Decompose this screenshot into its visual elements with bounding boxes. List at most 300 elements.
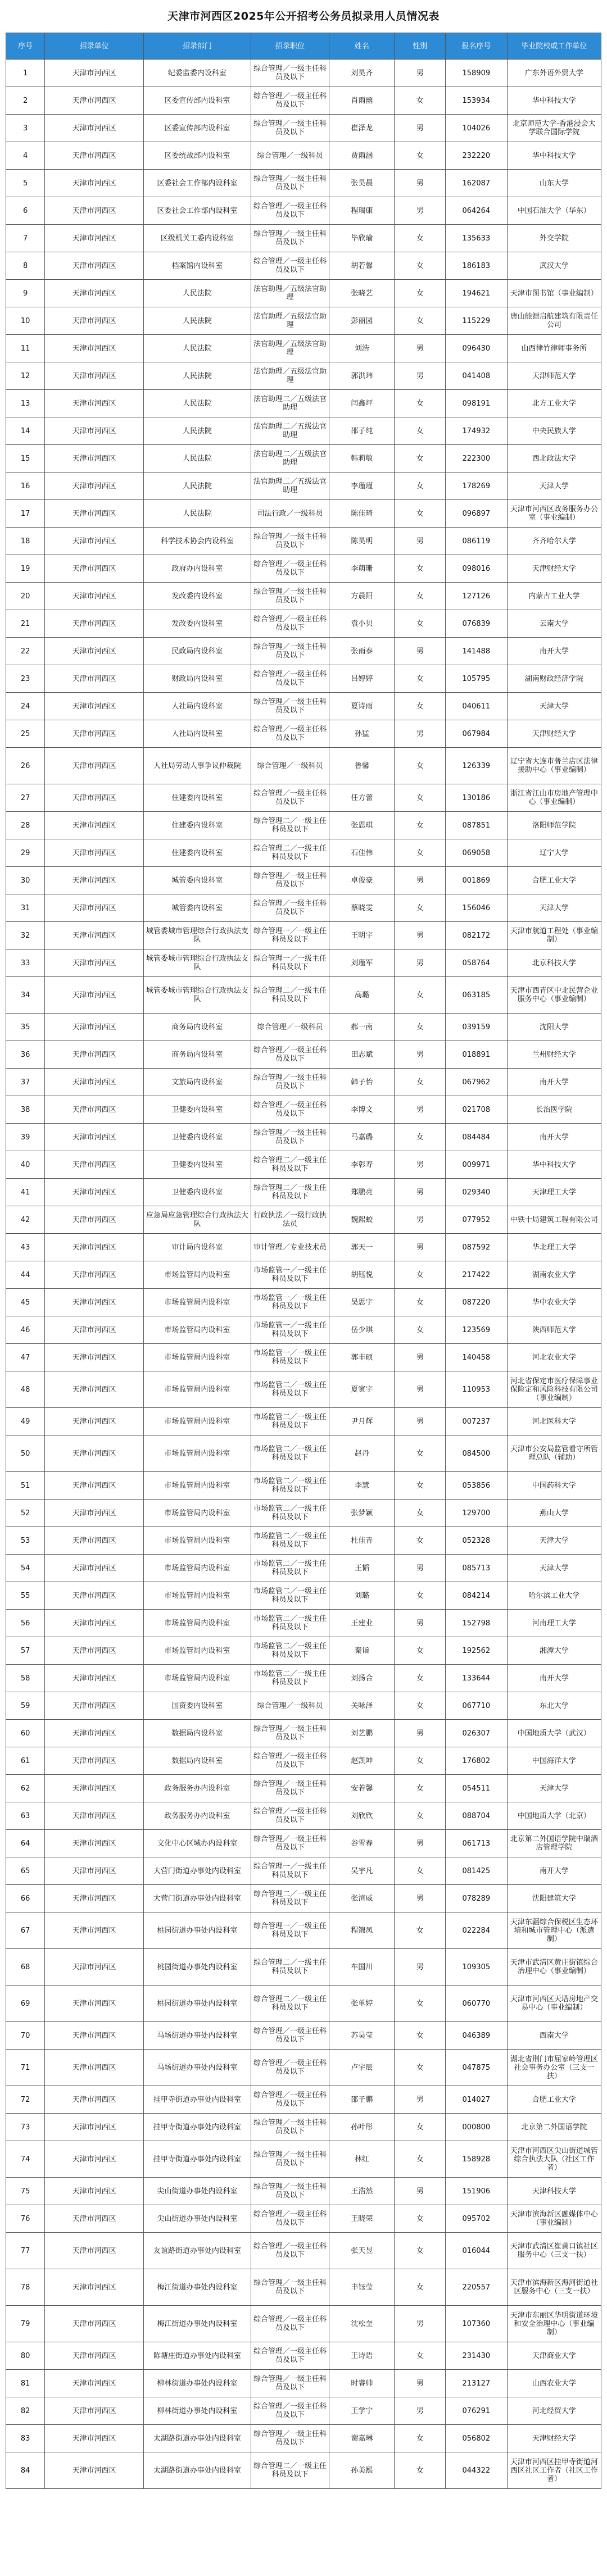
cell-position: 市场监管二／一级主任科员及以下 [251,1435,329,1472]
table-row [6,390,601,417]
cell-exam-number: 007237 [445,1408,507,1435]
table-row [6,280,601,307]
table-row [6,1747,601,1775]
table-row [6,610,601,638]
cell-unit: 天津市河西区 [45,1500,144,1527]
cell-name: 赵丹 [329,1435,395,1472]
column-header-department: 招录部门 [144,33,251,60]
cell-index: 75 [6,2178,45,2205]
cell-gender: 男 [395,2086,446,2114]
cell-gender: 女 [395,1124,446,1151]
cell-name: 刘欣欣 [329,1802,395,1830]
cell-exam-number: 064264 [445,197,507,225]
cell-exam-number: 156046 [445,894,507,922]
cell-exam-number: 130186 [445,784,507,812]
cell-position: 综合管理／一级主任科员及以下 [251,1830,329,1857]
page-title: 天津市河西区2025年公开招考公务员拟录用人员情况表 [167,10,440,22]
cell-exam-number: 141488 [445,638,507,665]
cell-exam-number: 153934 [445,87,507,115]
table-row [6,1261,601,1289]
cell-department: 人民法院 [144,390,251,417]
table-row [6,2397,601,2425]
cell-position: 综合管理／一级主任科员及以下 [251,2178,329,2205]
cell-position: 市场监管二／一级主任科员及以下 [251,1637,329,1665]
cell-school-or-workplace: 河北经贸大学 [507,2397,601,2425]
cell-unit: 天津市河西区 [45,1371,144,1408]
cell-school-or-workplace: 天津大学 [507,894,601,922]
table-row [6,197,601,225]
cell-exam-number: 158928 [445,2141,507,2178]
cell-department: 应急局应急管理综合行政执法大队 [144,1206,251,1234]
cell-exam-number: 040611 [445,693,507,720]
cell-position: 综合管理／一级主任科员及以下 [251,2425,329,2452]
cell-department: 柳林街道办事处内设科室 [144,2370,251,2397]
cell-position: 综合管理／一级主任科员及以下 [251,1124,329,1151]
cell-index: 41 [6,1179,45,1206]
cell-department: 发改委内设科室 [144,583,251,610]
cell-index: 11 [6,335,45,362]
cell-department: 城管委城市管理综合行政执法支队 [144,949,251,977]
cell-school-or-workplace: 中国地质大学（北京） [507,1802,601,1830]
cell-gender: 女 [395,1912,446,1949]
cell-school-or-workplace: 山西律竹律师事务所 [507,335,601,362]
cell-name: 刘璐 [329,1582,395,1610]
cell-gender: 男 [395,1344,446,1371]
cell-name: 张天昱 [329,2233,395,2269]
table-row [6,2370,601,2397]
cell-index: 79 [6,2306,45,2342]
cell-name: 袁小贝 [329,610,395,638]
cell-gender: 女 [395,252,446,280]
cell-department: 档案馆内设科室 [144,252,251,280]
table-row [6,2269,601,2306]
cell-index: 68 [6,1949,45,1986]
table-row [6,693,601,720]
cell-unit: 天津市河西区 [45,1435,144,1472]
cell-school-or-workplace: 西南大学 [507,2022,601,2050]
cell-department: 国资委内设科室 [144,1692,251,1720]
cell-gender: 女 [395,1069,446,1096]
cell-position: 综合管理／一级主任科员及以下 [251,197,329,225]
cell-position: 市场监管二／一级主任科员及以下 [251,1582,329,1610]
cell-position: 市场监管二／一级主任科员及以下 [251,1555,329,1582]
table-row [6,1637,601,1665]
cell-position: 综合管理／一级主任科员及以下 [251,115,329,142]
cell-school-or-workplace: 长治医学院 [507,1096,601,1124]
cell-exam-number: 222300 [445,445,507,473]
cell-department: 城管委城市管理综合行政执法支队 [144,977,251,1014]
cell-unit: 天津市河西区 [45,390,144,417]
cell-unit: 天津市河西区 [45,2141,144,2178]
table-row [6,2114,601,2141]
cell-name: 胡钰悦 [329,1261,395,1289]
cell-unit: 天津市河西区 [45,1472,144,1500]
cell-position: 综合管理／一级主任科员及以下 [251,583,329,610]
cell-school-or-workplace: 南开大学 [507,1665,601,1692]
cell-school-or-workplace: 华中科技大学 [507,87,601,115]
cell-unit: 天津市河西区 [45,2050,144,2086]
cell-position: 综合管理／一级主任科员及以下 [251,2086,329,2114]
cell-department: 城管委城市管理综合行政执法支队 [144,922,251,949]
cell-department: 卫健委内设科室 [144,1096,251,1124]
cell-school-or-workplace: 中国石油大学（华东） [507,197,601,225]
cell-school-or-workplace: 天津科技大学 [507,2178,601,2205]
cell-name: 卢宇辰 [329,2050,395,2086]
cell-position: 综合管理／一级主任科员及以下 [251,1096,329,1124]
cell-department: 人民法院 [144,500,251,528]
cell-index: 66 [6,1885,45,1912]
cell-exam-number: 021708 [445,1096,507,1124]
cell-gender: 男 [395,1408,446,1435]
table-row [6,2306,601,2342]
cell-school-or-workplace: 中国药科大学 [507,1472,601,1500]
cell-unit: 天津市河西区 [45,170,144,197]
cell-position: 市场监管二／一级主任科员及以下 [251,1665,329,1692]
cell-index: 62 [6,1775,45,1802]
cell-gender: 男 [395,197,446,225]
cell-gender: 男 [395,2178,446,2205]
cell-unit: 天津市河西区 [45,977,144,1014]
cell-name: 时睿帅 [329,2370,395,2397]
cell-exam-number: 067710 [445,1692,507,1720]
table-row [6,977,601,1014]
cell-position: 综合管理／一级科员 [251,748,329,784]
table-row [6,665,601,693]
cell-department: 市场监管局内设科室 [144,1637,251,1665]
cell-name: 卓俊豪 [329,867,395,894]
table-row [6,417,601,445]
cell-unit: 天津市河西区 [45,115,144,142]
cell-department: 梅江街道办事处内设科室 [144,2269,251,2306]
cell-exam-number: 039159 [445,1014,507,1041]
cell-school-or-workplace: 浙江省江山市房地产管理中心（事业编制） [507,784,601,812]
cell-index: 15 [6,445,45,473]
table-row [6,784,601,812]
cell-position: 综合管理二／一级主任科员及以下 [251,2452,329,2489]
cell-index: 50 [6,1435,45,1472]
cell-index: 76 [6,2205,45,2233]
cell-name: 张晓艺 [329,280,395,307]
cell-index: 9 [6,280,45,307]
cell-school-or-workplace: 南开大学 [507,638,601,665]
cell-exam-number: 126339 [445,748,507,784]
column-header-index: 序号 [6,33,45,60]
cell-school-or-workplace: 河北省保定市医疗保障事业保险定和风险科技有限公司（事业编制） [507,1371,601,1408]
cell-name: 夏寅宇 [329,1371,395,1408]
table-row [6,1472,601,1500]
cell-index: 13 [6,390,45,417]
cell-gender: 女 [395,1665,446,1692]
cell-department: 审计局内设科室 [144,1234,251,1261]
cell-exam-number: 085713 [445,1555,507,1582]
cell-position: 行政执法／一级行政执法员 [251,1206,329,1234]
cell-index: 67 [6,1912,45,1949]
cell-unit: 天津市河西区 [45,2452,144,2489]
cell-gender: 女 [395,473,446,500]
table-row [6,894,601,922]
cell-gender: 男 [395,1234,446,1261]
cell-exam-number: 109305 [445,1949,507,1986]
cell-index: 84 [6,2452,45,2489]
cell-department: 科学技术协会内设科室 [144,528,251,555]
cell-exam-number: 054511 [445,1775,507,1802]
cell-index: 53 [6,1527,45,1555]
cell-gender: 男 [395,335,446,362]
cell-exam-number: 088704 [445,1802,507,1830]
cell-index: 46 [6,1316,45,1344]
cell-position: 综合管理／一级主任科员及以下 [251,784,329,812]
cell-school-or-workplace: 山西农业大学 [507,2370,601,2397]
cell-index: 47 [6,1344,45,1371]
cell-department: 市场监管局内设科室 [144,1371,251,1408]
cell-gender: 女 [395,445,446,473]
cell-gender: 女 [395,1316,446,1344]
cell-gender: 女 [395,2114,446,2141]
column-header-unit: 招录单位 [45,33,144,60]
cell-gender: 男 [395,1371,446,1408]
cell-name: 石佳伟 [329,839,395,867]
table-row [6,1555,601,1582]
cell-unit: 天津市河西区 [45,583,144,610]
cell-name: 刘昊齐 [329,60,395,87]
cell-position: 市场监管一／一级主任科员及以下 [251,1316,329,1344]
cell-index: 49 [6,1408,45,1435]
cell-unit: 天津市河西区 [45,528,144,555]
table-row [6,555,601,583]
cell-position: 综合管理二／一级主任科员及以下 [251,1179,329,1206]
cell-name: 郭天一 [329,1234,395,1261]
cell-school-or-workplace: 南开大学 [507,1124,601,1151]
cell-department: 文化中心区域办内设科室 [144,1830,251,1857]
cell-exam-number: 110953 [445,1371,507,1408]
table-row [6,528,601,555]
cell-gender: 女 [395,1014,446,1041]
cell-name: 肖雨幽 [329,87,395,115]
cell-department: 市场监管局内设科室 [144,1582,251,1610]
cell-school-or-workplace: 武汉大学 [507,252,601,280]
table-row [6,2050,601,2086]
cell-department: 市场监管局内设科室 [144,1665,251,1692]
cell-department: 政务服务办内设科室 [144,1802,251,1830]
cell-exam-number: 063185 [445,977,507,1014]
cell-gender: 男 [395,867,446,894]
cell-department: 城管委内设科室 [144,867,251,894]
cell-index: 29 [6,839,45,867]
cell-name: 沈松奎 [329,2306,395,2342]
cell-department: 人民法院 [144,417,251,445]
table-row [6,2425,601,2452]
candidates-table [6,33,601,2489]
cell-school-or-workplace: 湖南农业大学 [507,1261,601,1289]
cell-unit: 天津市河西区 [45,1151,144,1179]
cell-department: 数据局内设科室 [144,1747,251,1775]
cell-unit: 天津市河西区 [45,2086,144,2114]
cell-school-or-workplace: 北京科技大学 [507,949,601,977]
cell-school-or-workplace: 天津大学 [507,1555,601,1582]
cell-index: 63 [6,1802,45,1830]
table-row [6,867,601,894]
table-row [6,1912,601,1949]
cell-unit: 天津市河西区 [45,417,144,445]
cell-index: 23 [6,665,45,693]
cell-exam-number: 178269 [445,473,507,500]
cell-name: 陈昊明 [329,528,395,555]
cell-name: 刘瑾军 [329,949,395,977]
cell-department: 挂甲寺街道办事处内设科室 [144,2141,251,2178]
cell-unit: 天津市河西区 [45,922,144,949]
cell-exam-number: 046389 [445,2022,507,2050]
cell-gender: 女 [395,417,446,445]
cell-department: 陈塘庄街道办事处内设科室 [144,2342,251,2370]
cell-department: 财政局内设科室 [144,665,251,693]
table-row [6,2086,601,2114]
table-row [6,1124,601,1151]
cell-unit: 天津市河西区 [45,1527,144,1555]
cell-department: 柳林街道办事处内设科室 [144,2397,251,2425]
table-row [6,1151,601,1179]
cell-exam-number: 105795 [445,665,507,693]
cell-index: 24 [6,693,45,720]
table-row [6,1206,601,1234]
cell-gender: 男 [395,60,446,87]
cell-name: 邵子鹏 [329,2086,395,2114]
cell-position: 综合管理二／一级主任科员及以下 [251,1986,329,2022]
cell-exam-number: 016044 [445,2233,507,2269]
cell-gender: 女 [395,307,446,335]
cell-name: 刘浩 [329,335,395,362]
cell-unit: 天津市河西区 [45,1857,144,1885]
table-row [6,1720,601,1747]
cell-index: 61 [6,1747,45,1775]
cell-gender: 女 [395,1747,446,1775]
cell-name: 谢嘉琳 [329,2425,395,2452]
table-row [6,252,601,280]
cell-department: 住建委内设科室 [144,812,251,839]
cell-school-or-workplace: 中铁十局建筑工程有限公司 [507,1206,601,1234]
cell-school-or-workplace: 西北政法大学 [507,445,601,473]
table-row [6,949,601,977]
cell-position: 综合管理／一级主任科员及以下 [251,2141,329,2178]
cell-school-or-workplace: 山东大学 [507,170,601,197]
cell-position: 市场监管一／一级主任科员及以下 [251,1261,329,1289]
cell-gender: 男 [395,1830,446,1857]
cell-unit: 天津市河西区 [45,1637,144,1665]
cell-position: 综合管理／一级主任科员及以下 [251,693,329,720]
cell-gender: 女 [395,1802,446,1830]
cell-department: 市场监管局内设科室 [144,1610,251,1637]
cell-exam-number: 176802 [445,1747,507,1775]
cell-gender: 女 [395,1582,446,1610]
cell-gender: 女 [395,225,446,252]
cell-gender: 女 [395,1472,446,1500]
cell-unit: 天津市河西区 [45,197,144,225]
cell-school-or-workplace: 洛阳师范学院 [507,812,601,839]
cell-index: 78 [6,2269,45,2306]
cell-unit: 天津市河西区 [45,2114,144,2141]
table-row [6,1435,601,1472]
cell-exam-number: 096897 [445,500,507,528]
cell-position: 市场监管二／一级主任科员及以下 [251,1500,329,1527]
table-row [6,1885,601,1912]
cell-gender: 女 [395,1692,446,1720]
cell-position: 综合管理／一级科员 [251,1014,329,1041]
cell-department: 民政局内设科室 [144,638,251,665]
cell-position: 综合管理／一级主任科员及以下 [251,2370,329,2397]
cell-index: 27 [6,784,45,812]
cell-exam-number: 129700 [445,1500,507,1527]
cell-school-or-workplace: 唐山能源启航建筑有限责任公司 [507,307,601,335]
table-row [6,307,601,335]
cell-name: 夏诗雨 [329,693,395,720]
cell-department: 纪委监委内设科室 [144,60,251,87]
cell-unit: 天津市河西区 [45,87,144,115]
cell-name: 李慧 [329,1472,395,1500]
cell-department: 卫健委内设科室 [144,1124,251,1151]
table-row [6,2342,601,2370]
table-row [6,87,601,115]
cell-index: 16 [6,473,45,500]
cell-position: 综合管理／一级主任科员及以下 [251,555,329,583]
cell-unit: 天津市河西区 [45,1665,144,1692]
table-row [6,1949,601,1986]
cell-position: 综合管理一／一级主任科员及以下 [251,922,329,949]
column-header-gender: 性别 [395,33,446,60]
cell-name: 陈佳琦 [329,500,395,528]
cell-position: 市场监管一／一级主任科员及以下 [251,1289,329,1316]
cell-unit: 天津市河西区 [45,693,144,720]
cell-index: 37 [6,1069,45,1096]
cell-exam-number: 140458 [445,1344,507,1371]
cell-index: 14 [6,417,45,445]
cell-index: 6 [6,197,45,225]
column-header-school-or-workplace: 毕业院校或工作单位 [507,33,601,60]
cell-position: 综合管理／一级主任科员及以下 [251,2233,329,2269]
table-row [6,1096,601,1124]
cell-index: 30 [6,867,45,894]
cell-unit: 天津市河西区 [45,2370,144,2397]
cell-school-or-workplace: 天津市滨海新区海河街道社区服务中心（三支一扶） [507,2269,601,2306]
cell-index: 32 [6,922,45,949]
cell-department: 住建委内设科室 [144,784,251,812]
cell-unit: 天津市河西区 [45,867,144,894]
cell-unit: 天津市河西区 [45,894,144,922]
cell-school-or-workplace: 中国地质大学（武汉） [507,1720,601,1747]
cell-name: 程锦凤 [329,1912,395,1949]
cell-department: 尖山街道办事处内设科室 [144,2205,251,2233]
cell-gender: 女 [395,390,446,417]
column-header-name: 姓名 [329,33,395,60]
cell-school-or-workplace: 合肥工业大学 [507,867,601,894]
cell-unit: 天津市河西区 [45,1912,144,1949]
cell-name: 吴思宇 [329,1289,395,1316]
table-row [6,748,601,784]
cell-department: 卫健委内设科室 [144,1151,251,1179]
cell-department: 大营门街道办事处内设科室 [144,1885,251,1912]
cell-exam-number: 192562 [445,1637,507,1665]
cell-exam-number: 018891 [445,1041,507,1069]
cell-school-or-workplace: 湘潭大学 [507,1637,601,1665]
cell-name: 马嘉璐 [329,1124,395,1151]
cell-unit: 天津市河西区 [45,280,144,307]
cell-department: 市场监管局内设科室 [144,1316,251,1344]
cell-unit: 天津市河西区 [45,1206,144,1234]
cell-index: 35 [6,1014,45,1041]
table-row [6,225,601,252]
table-row [6,362,601,390]
cell-index: 82 [6,2397,45,2425]
cell-index: 20 [6,583,45,610]
cell-position: 审计管理／专业技术员 [251,1234,329,1261]
